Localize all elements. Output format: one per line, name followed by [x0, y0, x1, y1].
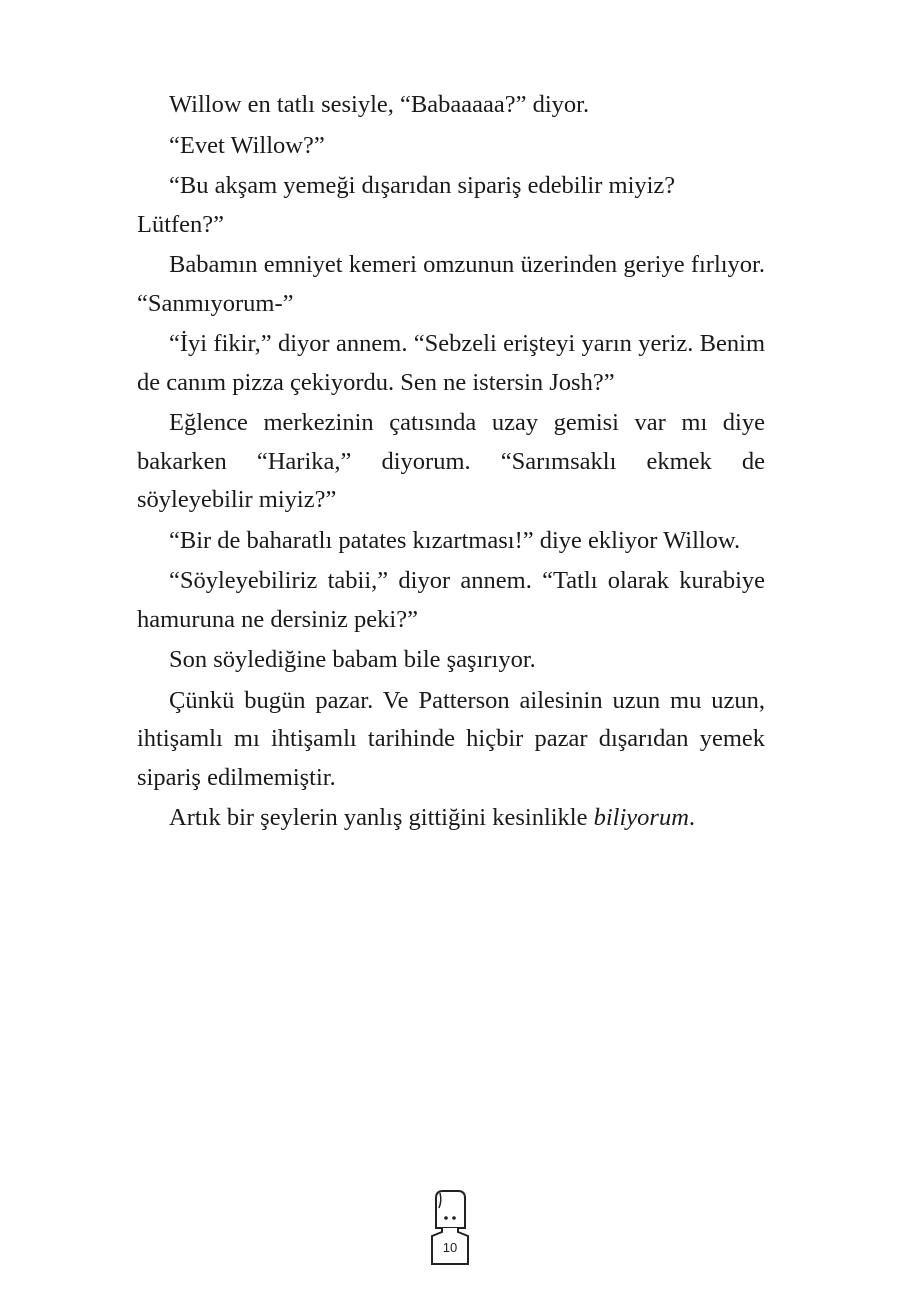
- paragraph: Çünkü bugün pazar. Ve Patterson ailesinin uzun mu uzun, ihtişamlı mı ihtişamlı tarihinde hiçbir pazar dışarıdan yemek sipariş edilmemiştir.: [137, 686, 765, 791]
- paragraph: “Evet Willow?”: [169, 131, 325, 159]
- paragraph: Willow en tatlı sesiyle, “Babaaaaa?” diyor.: [169, 91, 590, 118]
- page-folio: [428, 1188, 472, 1268]
- paragraph: “İyi fikir,” diyor annem. “Sebzeli erişteyi yarın yeriz. Benim de canım pizza çekiyordu. Sen ne istersin Josh?”: [137, 330, 765, 396]
- paragraph: Son söylediğine babam bile şaşırıyor.: [169, 646, 536, 673]
- emphasis-text: biliyorum: [593, 804, 689, 831]
- paragraph: “Söyleyebiliriz tabii,” diyor annem. “Tatlı olarak kurabiye hamuruna ne dersiniz peki?”: [137, 567, 765, 633]
- robot-head-icon: [428, 1188, 472, 1268]
- paragraph: “Bir de baharatlı patates kızartması!” diye ekliyor Willow.: [169, 526, 741, 554]
- paragraph: Eğlence merkezinin çatısında uzay gemisi var mı diye bakarken “Harika,” diyorum. “Sarımsaklı ekmek de söyleyebilir miyiz?”: [137, 409, 765, 513]
- paragraph-final-text: Artık bir şeylerin yanlış gittiğini kesinlikle: [169, 804, 594, 831]
- paragraph: “Bu akşam yemeği dışarıdan sipariş edebilir miyiz? Lütfen?”: [137, 172, 676, 238]
- paragraph: Babamın emniyet kemeri omzunun üzerinden geriye fırlıyor. “Sanmıyorum-”: [137, 251, 765, 317]
- page-body: [137, 86, 765, 838]
- paragraph-final: [137, 799, 765, 838]
- page-number: 10: [442, 1240, 458, 1255]
- paragraph-final-end: .: [688, 804, 696, 831]
